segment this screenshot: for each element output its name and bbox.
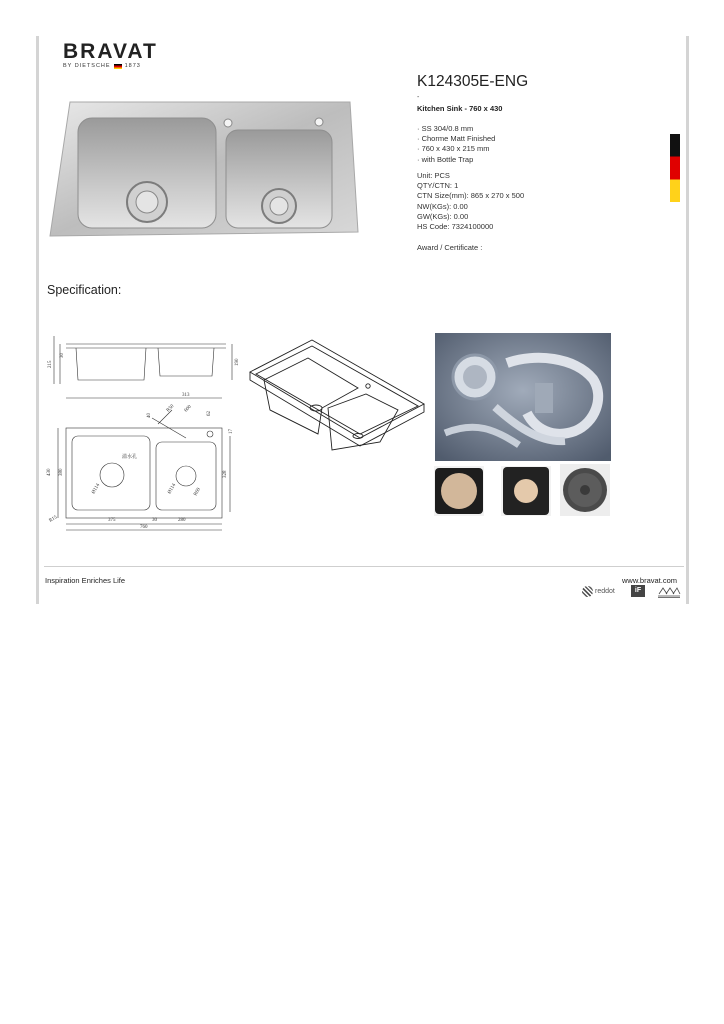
spec-qty: QTY/CTN: 1: [417, 181, 459, 191]
spec-nw: NW(KGs): 0.00: [417, 201, 468, 211]
footer-divider: [44, 566, 684, 567]
dim-328: 328: [223, 470, 228, 478]
rubber-pad-photo: [434, 466, 484, 516]
footer-website: www.bravat.com: [622, 576, 678, 585]
dim-375: 375: [108, 518, 116, 523]
if-logo: iF: [631, 585, 645, 597]
feature-item: · 760 x 430 x 215 mm: [417, 144, 490, 154]
footer-tagline: Inspiration Enriches Life: [45, 576, 126, 585]
brand-tagline-text: BY DIETSCHE: [63, 63, 111, 69]
accessories-photo: [435, 333, 611, 461]
dim-r50: R50: [165, 403, 176, 414]
feature-item: · SS 304/0.8 mm: [417, 124, 474, 133]
dim-313: 313: [182, 393, 190, 398]
specification-heading: Specification:: [47, 283, 122, 297]
dim-190: 190: [235, 358, 240, 366]
dim-40: 40: [147, 413, 152, 418]
page-right-rule: [686, 36, 689, 604]
dim-17: 17: [229, 429, 234, 434]
dim-280: 280: [178, 518, 186, 523]
product-dash: -: [417, 94, 420, 101]
award-logo-icon: [657, 585, 681, 598]
dim-600: 600: [183, 404, 193, 414]
feature-list: [417, 124, 495, 165]
brand-year: 1873: [124, 63, 141, 69]
product-photo: [48, 100, 360, 240]
dim-380: 380: [59, 468, 64, 476]
feature-item: · with Bottle Trap: [417, 154, 474, 164]
dim-r15: R15: [48, 515, 59, 524]
dim-phi114-b: Ø114: [167, 483, 178, 495]
reddot-text: reddot: [595, 588, 615, 595]
reddot-logo: [582, 586, 615, 597]
dim-30: 30: [60, 353, 65, 358]
spec-list: [417, 171, 524, 232]
german-flag-bar: [670, 134, 680, 202]
spec-hs-code: HS Code: 7324100000: [417, 222, 494, 232]
product-sku: K124305E-ENG: [417, 73, 529, 90]
brand-logo: [63, 42, 158, 69]
reddot-icon: [582, 586, 593, 597]
german-flag-icon: [114, 64, 122, 69]
brand-tagline: [63, 63, 158, 69]
award-certificate: Award / Certificate :: [417, 243, 483, 252]
isometric-drawing: [248, 338, 426, 460]
feature-item: · Chorme Matt Finished: [417, 134, 496, 144]
product-name: Kitchen Sink - 760 x 430: [417, 104, 503, 113]
spec-ctn-size: CTN Size(mm): 865 x 270 x 500: [417, 191, 525, 201]
strainer-cover-photo: [560, 464, 610, 516]
page-left-rule: [36, 36, 39, 604]
dim-760: 760: [140, 525, 148, 530]
dim-phi114-a: Ø114: [91, 483, 102, 495]
spec-unit: Unit: PCS: [417, 171, 450, 180]
technical-drawing: [46, 328, 246, 534]
dim-r60: R60: [193, 487, 202, 497]
overflow-label: 溢水孔: [122, 455, 138, 460]
brand-name: BRAVAT: [63, 40, 158, 63]
dim-215: 215: [48, 360, 53, 368]
pad-photo: [501, 466, 551, 516]
dim-62: 62: [207, 411, 212, 416]
spec-gw: GW(KGs): 0.00: [417, 211, 469, 221]
dim-430: 430: [47, 468, 52, 476]
dim-30b: 30: [152, 518, 157, 523]
